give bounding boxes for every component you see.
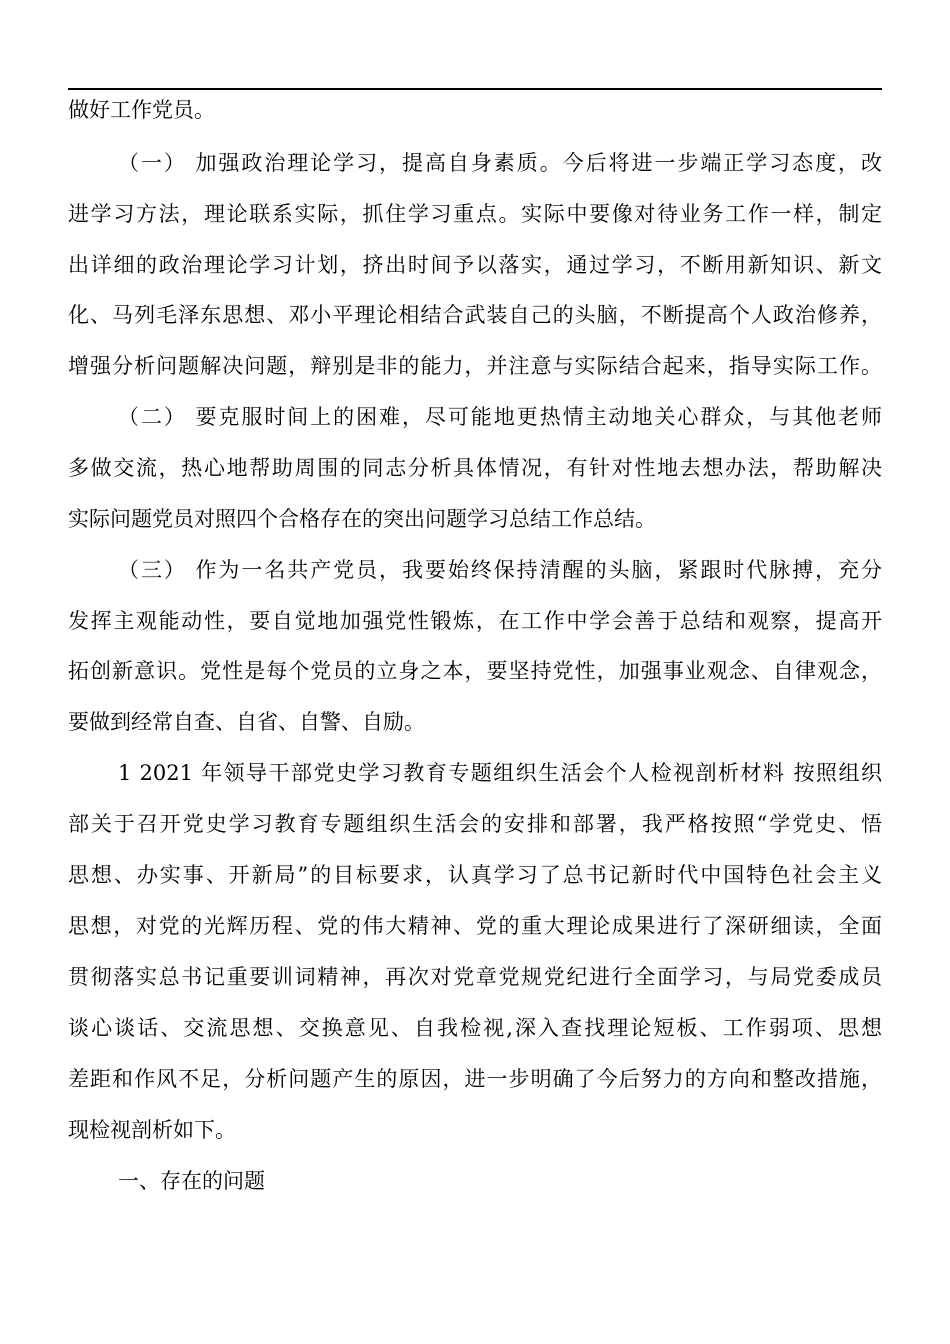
paragraph-3-line: 发挥主观能动性，要自觉地加强党性锻炼，在工作中学会善于总结和观察，提高开 <box>68 609 882 633</box>
section-heading: 一、存在的问题 <box>118 1169 265 1193</box>
paragraph-1-line: （一） 加强政治理论学习，提高自身素质。今后将进一步端正学习态度，改 <box>118 151 882 175</box>
paragraph-3-line: （三） 作为一名共产党员，我要始终保持清醒的头脑，紧跟时代脉搏，充分 <box>118 558 882 582</box>
header-rule <box>68 88 882 90</box>
paragraph-4-line: 差距和作风不足，分析问题产生的原因，进一步明确了今后努力的方向和整改措施， <box>68 1067 882 1091</box>
text-line: 做好工作党员。 <box>68 98 215 122</box>
paragraph-2-line: （二） 要克服时间上的困难，尽可能地更热情主动地关心群众，与其他老师 <box>118 405 882 429</box>
paragraph-1-line: 增强分析问题解决问题，辩别是非的能力，并注意与实际结合起来，指导实际工作。 <box>68 354 882 378</box>
paragraph-4-line: 1 2021 年领导干部党史学习教育专题组织生活会个人检视剖析材料 按照组织 <box>118 761 882 785</box>
paragraph-1-line: 出详细的政治理论学习计划，挤出时间予以落实，通过学习，不断用新知识、新文 <box>68 253 882 277</box>
paragraph-3-line: 要做到经常自查、自省、自警、自励。 <box>68 710 425 734</box>
paragraph-4-line: 思想，对党的光辉历程、党的伟大精神、党的重大理论成果进行了深研细读，全面 <box>68 914 882 938</box>
paragraph-4-line: 思想、办实事、开新局”的目标要求，认真学习了总书记新时代中国特色社会主义 <box>68 863 882 887</box>
paragraph-2-line: 实际问题党员对照四个合格存在的突出问题学习总结工作总结。 <box>68 507 656 531</box>
paragraph-3-line: 拓创新意识。党性是每个党员的立身之本，要坚持党性，加强事业观念、自律观念， <box>68 659 882 683</box>
paragraph-4-line: 谈心谈话、交流思想、交换意见、自我检视,深入查找理论短板、工作弱项、思想 <box>68 1016 882 1040</box>
paragraph-4-line: 现检视剖析如下。 <box>68 1118 236 1142</box>
paragraph-4-line: 贯彻落实总书记重要训词精神，再次对党章党规党纪进行全面学习，与局党委成员 <box>68 965 882 989</box>
paragraph-2-line: 多做交流，热心地帮助周围的同志分析具体情况，有针对性地去想办法，帮助解决 <box>68 456 882 480</box>
paragraph-1-line: 进学习方法，理论联系实际，抓住学习重点。实际中要像对待业务工作一样，制定 <box>68 202 882 226</box>
paragraph-4-line: 部关于召开党史学习教育专题组织生活会的安排和部署，我严格按照“学党史、悟 <box>68 812 882 836</box>
paragraph-1-line: 化、马列毛泽东思想、邓小平理论相结合武装自己的头脑，不断提高个人政治修养， <box>68 303 882 327</box>
